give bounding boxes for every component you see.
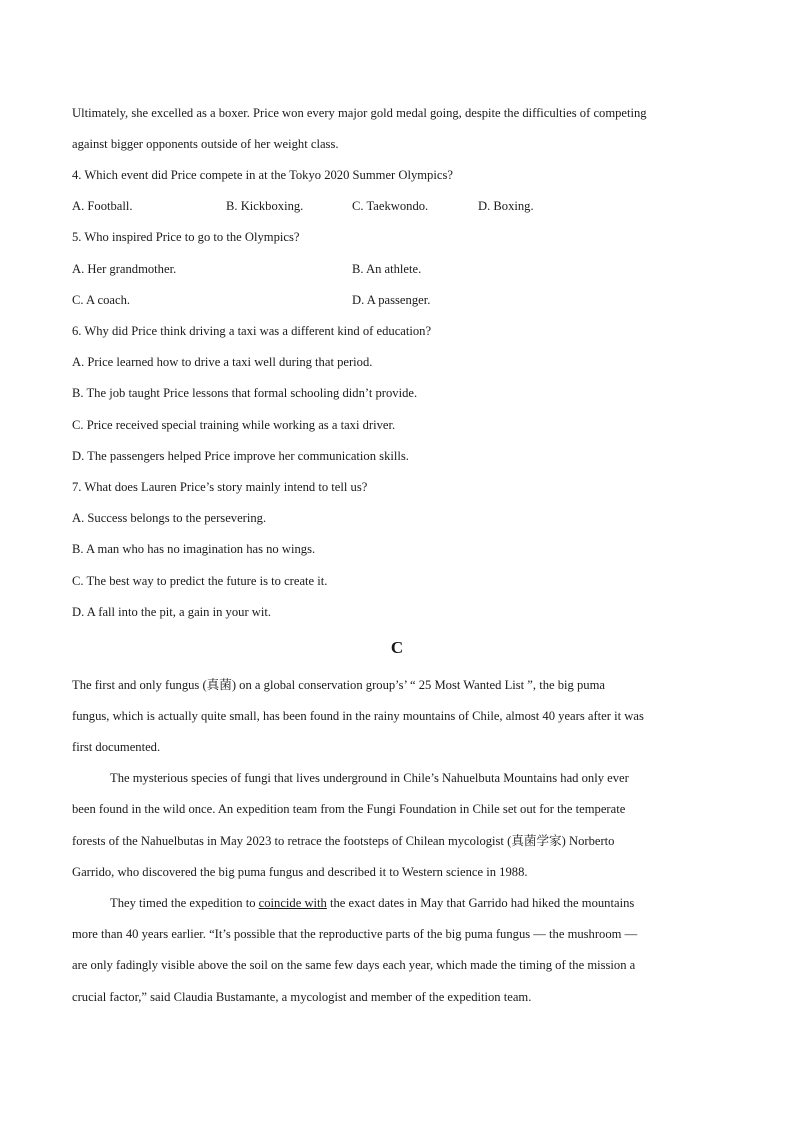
q4-option-c[interactable]: C. Taekwondo. [352,199,429,213]
question-5: 5. Who inspired Price to go to the Olympics? [72,230,300,244]
paragraph-line: forests of the Nahuelbutas in May 2023 to retrace the footsteps of Chilean mycologist (真菌学家) Norberto [72,834,615,848]
q7-option-d[interactable]: D. A fall into the pit, a gain in your wit. [72,605,272,619]
section-heading: C [390,638,404,657]
underlined-phrase: coincide with [258,896,327,910]
paragraph-line: against bigger opponents outside of her weight class. [72,137,339,151]
text-segment: They timed the expedition to [110,896,259,910]
paragraph-line: fungus, which is actually quite small, has been found in the rainy mountains of Chile, almost 40 years after it was [72,709,644,723]
paragraph-line: The mysterious species of fungi that lives underground in Chile’s Nahuelbuta Mountains had only ever [110,771,629,785]
paragraph-line: first documented. [72,740,161,754]
paragraph-line: more than 40 years earlier. “It’s possible that the reproductive parts of the big puma fungus — the mushroom — [72,927,638,941]
question-6: 6. Why did Price think driving a taxi was a different kind of education? [72,324,432,338]
q7-option-c[interactable]: C. The best way to predict the future is to create it. [72,574,328,588]
q5-option-c[interactable]: C. A coach. [72,293,131,307]
question-4: 4. Which event did Price compete in at the Tokyo 2020 Summer Olympics? [72,168,453,182]
question-7: 7. What does Lauren Price’s story mainly intend to tell us? [72,480,368,494]
q4-option-d[interactable]: D. Boxing. [478,199,534,213]
q7-option-b[interactable]: B. A man who has no imagination has no wings. [72,542,316,556]
q5-option-d[interactable]: D. A passenger. [352,293,431,307]
q4-option-b[interactable]: B. Kickboxing. [226,199,304,213]
q5-option-a[interactable]: A. Her grandmother. [72,262,177,276]
paragraph-line: Garrido, who discovered the big puma fungus and described it to Western science in 1988. [72,865,528,879]
text-segment: the exact dates in May that Garrido had hiked the mountains [326,896,635,910]
q6-option-a[interactable]: A. Price learned how to drive a taxi well during that period. [72,355,373,369]
paragraph-line [110,895,634,911]
paragraph-line: crucial factor,” said Claudia Bustamante, a mycologist and member of the expedition team. [72,990,532,1004]
q6-option-c[interactable]: C. Price received special training while working as a taxi driver. [72,418,396,432]
paragraph-line: been found in the wild once. An expedition team from the Fungi Foundation in Chile set out for the temperate [72,802,626,816]
q5-option-b[interactable]: B. An athlete. [352,262,422,276]
paragraph-line: are only fadingly visible above the soil on the same few days each year, which made the timing of the mission a [72,958,636,972]
paragraph-line: Ultimately, she excelled as a boxer. Price won every major gold medal going, despite the difficulties of competing [72,106,647,120]
q7-option-a[interactable]: A. Success belongs to the persevering. [72,511,267,525]
q6-option-d[interactable]: D. The passengers helped Price improve her communication skills. [72,449,409,463]
q6-option-b[interactable]: B. The job taught Price lessons that formal schooling didn’t provide. [72,386,418,400]
q4-option-a[interactable]: A. Football. [72,199,133,213]
paragraph-line: The first and only fungus (真菌) on a global conservation group’s’ “ 25 Most Wanted List ”, the big puma [72,678,605,692]
